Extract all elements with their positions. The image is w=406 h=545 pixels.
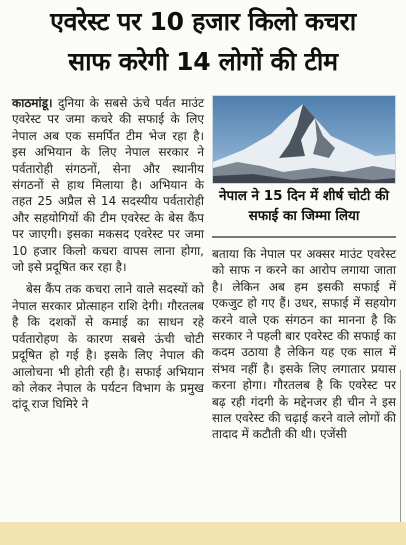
mountain-image [213,96,395,183]
article-column-left [12,95,204,413]
bottom-highlight-strip [0,522,406,545]
everest-photo [212,95,396,184]
photo-caption: नेपाल ने 15 दिन में शीर्ष चोटी की सफाई का जिम्मा लिया [219,188,389,224]
caption-divider [212,236,396,238]
article-paragraph-1 [12,95,204,275]
headline-line-2: साफ करेगी 14 लोगों की टीम [68,47,338,76]
dateline: काठमांडू। [12,96,53,110]
article-paragraph-2: बेस कैंप तक कचरा लाने वाले सदस्यों को नेपाल सरकार प्रोत्साहन राशि देगी। गौरतलब है कि दशकों से कमाई का साधन रहे पर्वतारोहण के कारण सबसे ऊंची चोटी प्रदूषित हो गई है। इसके लिए नेपाल की आलोचना भी होती रही है। सफाई अभियान को लेकर नेपाल के पर्यटन विभाग के प्रमुख दांदू राज घिमिरे ने [12,282,204,412]
article-paragraph-3: बताया कि नेपाल पर अक्सर माउंट एवरेस्ट को साफ न करने का आरोप लगाया जाता है। लेकिन अब हम इसकी सफाई में एकजुट हो गए हैं। उधर, सफाई में सहयोग करने वाले एक संगठन का मानना है कि सरकार ने पहली बार एवरेस्ट की सफाई का कदम उठाया है लेकिन यह एक साल में संभव नहीं है। इसके लिए लगातार प्रयास करना होगा। गौरतलब है कि एवरेस्ट पर बढ़ रही गंदगी के मद्देनजर ही चीन ने इस साल एवरेस्ट की चढ़ाई करने वाले लोगों की तादाद में कटौती की थी। एजेंसी [212,247,396,442]
headline-line-1: एवरेस्ट पर 10 हजार किलो कचरा [50,7,356,36]
headline [8,2,398,82]
page-edge-line [400,370,405,545]
article-column-right [212,246,396,443]
article-paragraph-1-text: दुनिया के सबसे ऊंचे पर्वत माउंट एवरेस्ट पर जमा कचरे की सफाई के लिए नेपाल अब एक समर्पित टीम भेज रहा है। इस अभियान के लिए नेपाल सरकार ने पर्वतारोही संगठनों, सेना और स्थानीय संगठनों से हाथ मिलाया है। अभियान के तहत 25 अप्रैल से 14 सदस्यीय पर्वतारोही और सहयोगियों की टीम एवरेस्ट के बेस कैंप पर जाएगी। इसका मकसद एवरेस्ट पर जमा 10 हजार किलो कचरा वापस लाना होगा, जो इसे प्रदूषित कर रहा है। [12,96,204,275]
